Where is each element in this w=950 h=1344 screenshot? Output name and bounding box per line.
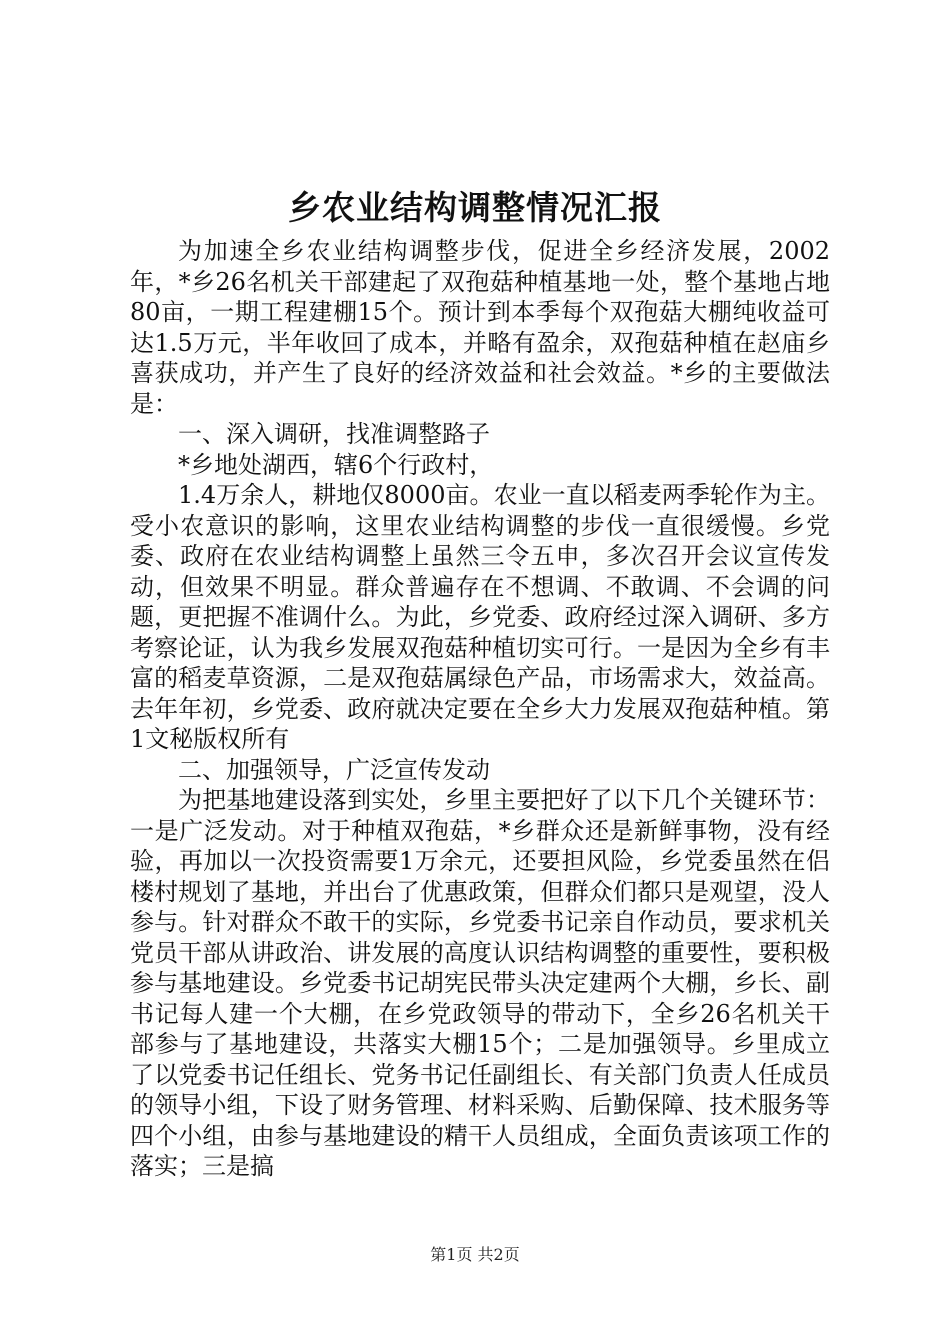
paragraph-intro: 为加速全乡农业结构调整步伐，促进全乡经济发展，2002年，*乡26名机关干部建起了双孢菇种植基地一处，整个基地占地80亩，一期工程建棚15个。预计到本季每个双孢菇大棚纯收益可达1.5万元，半年收回了成本，并略有盈余，双孢菇种植在赵庙乡喜获成功，并产生了良好的经济效益和社会效益。*乡的主要做法是： [130,237,830,418]
page-number-footer: 第1页 共2页 [430,1245,520,1264]
paragraph-section-2-body: 为把基地建设落到实处，乡里主要把好了以下几个关键环节：一是广泛发动。对于种植双孢菇，*乡群众还是新鲜事物，没有经验，再加以一次投资需要1万余元，还要担风险，乡党委虽然在侣楼村规划了基地，并出台了优惠政策，但群众们都只是观望，没人参与。针对群众不敢干的实际，乡党委书记亲自作动员，要求机关党员干部从讲政治、讲发展的高度认识结构调整的重要性，要积极参与基地建设。乡党委书记胡宪民带头决定建两个大棚，乡长、副书记每人建一个大棚，在乡党政领导的带动下，全乡26名机关干部参与了基地建设，共落实大棚15个；二是加强领导。乡里成立了以党委书记任组长、党务书记任副组长、有关部门负责人任成员的领导小组，下设了财务管理、材料采购、后勤保障、技术服务等四个小组，由参与基地建设的精干人员组成，全面负责该项工作的落实；三是搞 [130,786,830,1180]
paragraph-section-1-body: 1.4万余人，耕地仅8000亩。农业一直以稻麦两季轮作为主。受小农意识的影响，这里农业结构调整的步伐一直很缓慢。乡党委、政府在农业结构调整上虽然三令五申，多次召开会议宣传发动，但效果不明显。群众普遍存在不想调、不敢调、不会调的问题，更把握不准调什么。为此，乡党委、政府经过深入调研、多方考察论证，认为我乡发展双孢菇种植切实可行。一是因为全乡有丰富的稻麦草资源，二是双孢菇属绿色产品，市场需求大，效益高。去年年初，乡党委、政府就决定要在全乡大力发展双孢菇种植。第1文秘版权所有 [130,481,830,753]
document-title: 乡农业结构调整情况汇报 [288,188,662,227]
section-heading-2: 二、加强领导，广泛宣传发动 [178,755,490,784]
paragraph-location: *乡地处湖西，辖6个行政村， [178,450,494,479]
document-body [130,236,830,1182]
section-heading-1: 一、深入调研，找准调整路子 [178,420,490,448]
